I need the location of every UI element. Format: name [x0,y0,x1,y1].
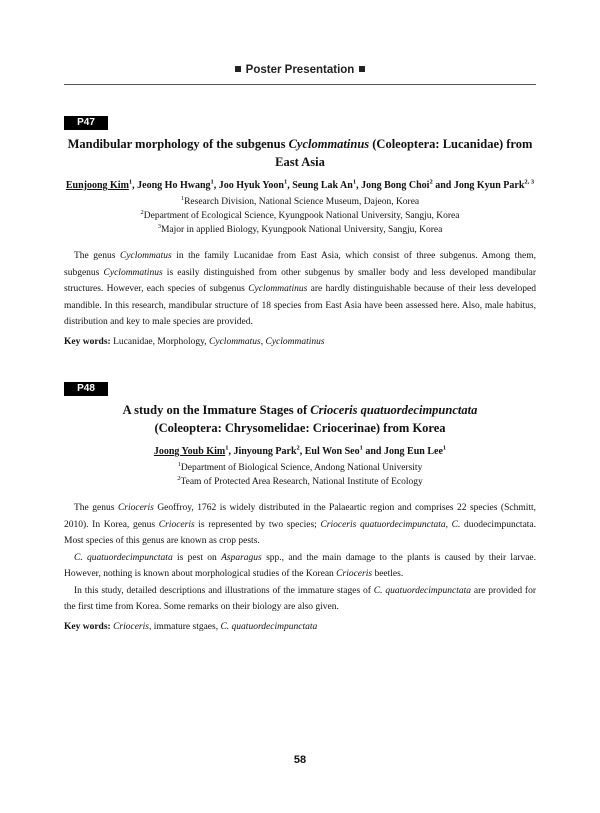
affiliation-list [64,195,536,237]
paragraph: In this study, detailed descriptions and illustrations of the immature stages of C. quatuordecimpunctata are provided for the first time from Korea. Some remarks on their biology are also given. [64,585,537,612]
poster-title: A study on the Immature Stages of Crioceris quatuordecimpunctata (Coleoptera: Chrysomelidae: Criocerinae) from Korea [122,403,478,435]
author: Jong Bong Choi [361,180,430,191]
presenting-author: Eunjoong Kim [65,180,129,191]
page-number: 58 [293,754,307,766]
poster-title: Mandibular morphology of the subgenus Cyclommatinus (Coleoptera: Lucanidae) from East Asia [67,137,533,169]
running-header [64,64,536,76]
poster-p48 [64,401,536,634]
keywords: Key words: Crioceris, immature stgaes, C. quatuordecimpunctata [64,621,318,632]
affiliation-list [64,461,536,489]
author: Jeong Ho Hwang [137,180,211,191]
paragraph: C. quatuordecimpunctata is pest on Asparagus spp., and the main damage to the plants is caused by their larvae. However, nothing is known about morphological studies of the Korean Crioceris beetles. [64,552,537,579]
poster-label-p48: P48 [64,382,108,396]
keywords: Key words: Lucanidae, Morphology, Cyclommatus, Cyclommatinus [64,336,325,347]
author: Eul Won Seo [304,446,360,457]
affiliation: $^2$Team of Protected Area Research, National Institute of Ecology [177,474,423,487]
square-bullet-icon [359,66,365,72]
author: Joo Hyuk Yoon [218,180,284,191]
author: Jong Kyun Park [453,180,525,191]
header-rule [64,84,536,85]
abstract [64,500,536,616]
paragraph: The genus Crioceris Geoffroy, 1762 is widely distributed in the Palaeartic region and comprises 22 species (Schmitt, 2010). In Korea, genus Crioceris is represented by two species; Crioceris quatuordecimpunctata, C. duodecimpunctata. Most species of this genus are known as crop pests. [64,503,537,546]
affiliation: $^2$Department of Ecological Science, Kyungpook National University, Sangju, Korea [140,208,460,221]
affiliation: $^3$Major in applied Biology, Kyungpook National University, Sangju, Korea [157,222,443,235]
author: Seung Lak An [292,180,353,191]
header-title: Poster Presentation [245,64,355,76]
abstract: The genus Cyclommatus in the family Lucanidae from East Asia, which consist of three subgenus. Among them, subgenus Cyclommatinus is easily distinguished from other subgenus by smaller body and less developed mandibular structures. However, each species of subgenus Cyclommatinus are hardly distinguishable because of their less developed mandible. In this research, mandibular structure of 18 species from East Asia have been assessed here. Also, male habitus, distribution and key to male species are provided. [64,251,537,327]
affiliation: $^1$Department of Biological Science, Andong National University [177,460,423,473]
author-list: Eunjoong Kim$^1$, Jeong Ho Hwang$^1$, Joo Hyuk Yoon$^1$, Seung Lak An$^1$, Jong Bong Choi$^2$ and Jong Kyun Park$^{2, 3}$ [65,178,535,191]
presenting-author: Joong Youb Kim [153,446,226,457]
author-list: Joong Youb Kim$^1$, Jinyoung Park$^2$, Eul Won Seo$^1$ and Jong Eun Lee$^1$ [153,444,447,457]
poster-label-p47: P47 [64,116,108,130]
author: Jong Eun Lee [383,446,443,457]
author: Jinyoung Park [233,446,297,457]
affiliation: $^1$Research Division, National Science Museum, Dajeon, Korea [180,194,420,207]
square-bullet-icon [235,66,241,72]
poster-p47 [64,135,536,349]
